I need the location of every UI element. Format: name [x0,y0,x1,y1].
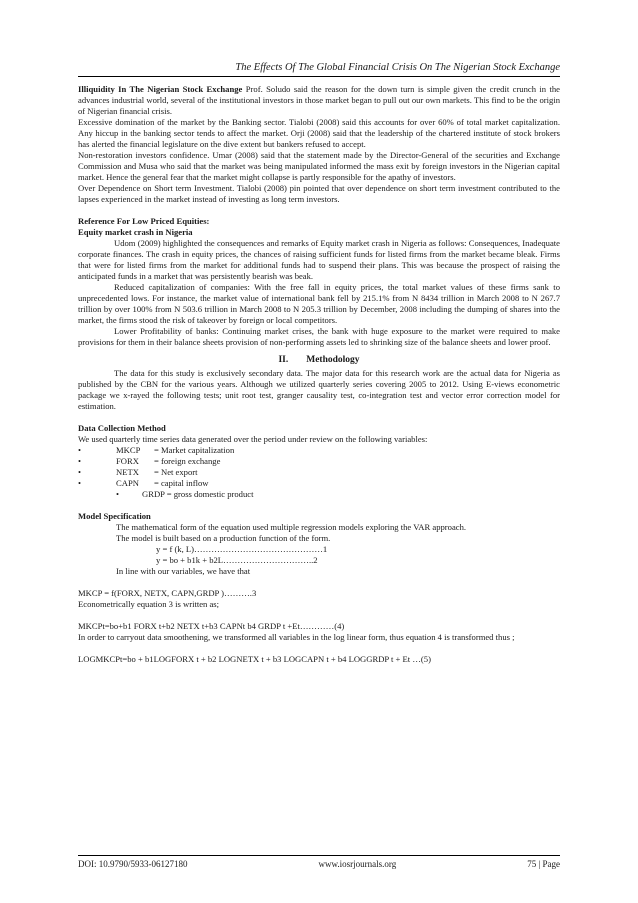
article-body [78,84,560,665]
variable-item [78,467,560,478]
equation-3: MKCP = f(FORX, NETX, CAPN,GRDP )……….3 [78,588,257,598]
model-line-1: The mathematical form of the equation used multiple regression models exploring the VAR approach. [116,522,467,532]
page-footer [78,855,560,869]
equity-crash-heading: Equity market crash in Nigeria [78,227,193,237]
variable-item [78,445,560,456]
model-line-3: In line with our variables, we have that [116,566,251,576]
model-line-5: In order to carryout data smoothening, we transformed all variables in the log linear form, thus equation 4 is transformed thus ; [78,632,515,642]
illiquidity-heading: Illiquidity In The Nigerian Stock Exchange [78,84,243,94]
methodology-paragraph: The data for this study is exclusively secondary data. The major data for this research work are the actual data for Nigeria as published by the CBN for the various years. Although we utilized quarterly series covering 2005 to 2012. Using E-views econometric package we x-rayed the following tests; unit root test, granger causality test, co-integration test and vector error correction model for estimation. [78,368,560,411]
udom-paragraph: Udom (2009) highlighted the consequences and remarks of Equity market crash in Nigeria as follows: Consequences, Inadequate corporate finances. The crash in equity prices, the chances of raising sufficient funds for listed firms from the market became bleak. Firms that were for listed firms from the market for additional funds had to suspend their plans. This was because the prospect of raising the anticipated funds in a market that was persistently bearish was beak. [78,238,560,281]
variable-code: MKCP [116,445,141,455]
variable-description: = Net export [154,467,198,477]
bullet-icon: • [78,445,82,455]
equation-2: y = bo + b1k + b2L…………………………..2 [156,555,318,565]
illiquidity-text: Prof. Soludo said the reason for the down turn is simple given the credit crunch in the advances industrial world, several of the institutional investors in those market began to pull out our own markets. This find to be the origin of Nigerian financial crisis. [78,84,560,116]
reduced-capitalization-paragraph: Reduced capitalization of companies: With the free fall in equity prices, the total market values of these firms sank to unprecedented lows. For instance, the market value of international bank fell by 215.1% from N 8434 trillion in March 2008 to N 267.7 trillion by over 100% from N 503.6 trillion in March 2008 to N 205.3 trillion by December, 2008 including the dumping of shares into the market, the firms stood the risk of takeover by foreign or local competitors. [78,282,560,325]
bullet-icon: • [116,489,120,499]
bullet-icon: • [78,456,82,466]
overdependence-paragraph: Over Dependence on Short term Investment. Tialobi (2008) pin pointed that over dependence on short term investment contributed to the lapses experienced in the market instead of investing as long term investors. [78,183,560,204]
nonrestoration-paragraph: Non-restoration investors confidence. Umar (2008) said that the statement made by the Director-General of the securities and Exchange Commission and Musa who said that the market was being manipulated informed the mass exit by foreign investors in the Nigerian capital market. Hence the general fear that the market might collapse is partly responsible for the apathy of investors. [78,150,560,182]
section-title: Methodology [306,355,360,365]
equation-4: MKCPt=bo+b1 FORX t+b2 NETX t+b3 CAPNt b4 GRDP t +Et…………(4) [78,621,345,631]
section-number: II. [278,355,289,365]
variable-code: NETX [116,467,139,477]
running-header: The Effects Of The Global Financial Crisis On The Nigerian Stock Exchange [78,62,560,77]
page-number: 75 | Page [527,859,560,869]
model-heading: Model Specification [78,511,151,521]
variable-item-grdp [78,489,560,500]
variable-description: = Market capitalization [154,445,235,455]
variable-description: = capital inflow [154,478,209,488]
doi: DOI: 10.9790/5933-06127180 [78,859,188,869]
bullet-icon: • [78,467,82,477]
data-collection-intro: We used quarterly time series data generated over the period under review on the following variables: [78,434,428,444]
variable-text: GRDP = gross domestic product [142,489,254,499]
variable-code: FORX [116,456,139,466]
variable-item [78,456,560,467]
journal-site: www.iosrjournals.org [318,859,397,869]
domination-paragraph: Excessive domination of the market by the Banking sector. Tialobi (2008) said this accounts for over 60% of total market capitalization. Any hiccup in the banking sector tends to affect the market. Orji (2008) said that the leadership of the chartered institute of stock brokers has alerted the financial legislature on the dive extent but bankers refused to accept. [78,117,560,149]
reference-heading: Reference For Low Priced Equities: [78,216,210,226]
equation-5: LOGMKCPt=bo + b1LOGFORX t + b2 LOGNETX t + b3 LOGCAPN t + b4 LOGGRDP t + Et …(5) [78,654,431,664]
equation-1: y = f (k, L)………………………………………1 [156,544,328,554]
variable-description: = foreign exchange [154,456,221,466]
variable-code: CAPN [116,478,139,488]
model-line-4: Econometrically equation 3 is written as; [78,599,220,609]
bullet-icon: • [78,478,82,488]
model-line-2: The model is built based on a production function of the form. [116,533,331,543]
data-collection-heading: Data Collection Method [78,423,166,433]
variable-item [78,478,560,489]
variable-list [78,445,560,489]
lower-profitability-paragraph: Lower Profitability of banks: Continuing market crises, the bank with huge exposure to the market were required to make provisions for them in their balance sheets provision of non-performing assets led to shrinking size of the balance sheets and lower proof. [78,326,560,347]
methodology-heading [78,355,560,366]
illiquidity-paragraph [78,84,560,117]
